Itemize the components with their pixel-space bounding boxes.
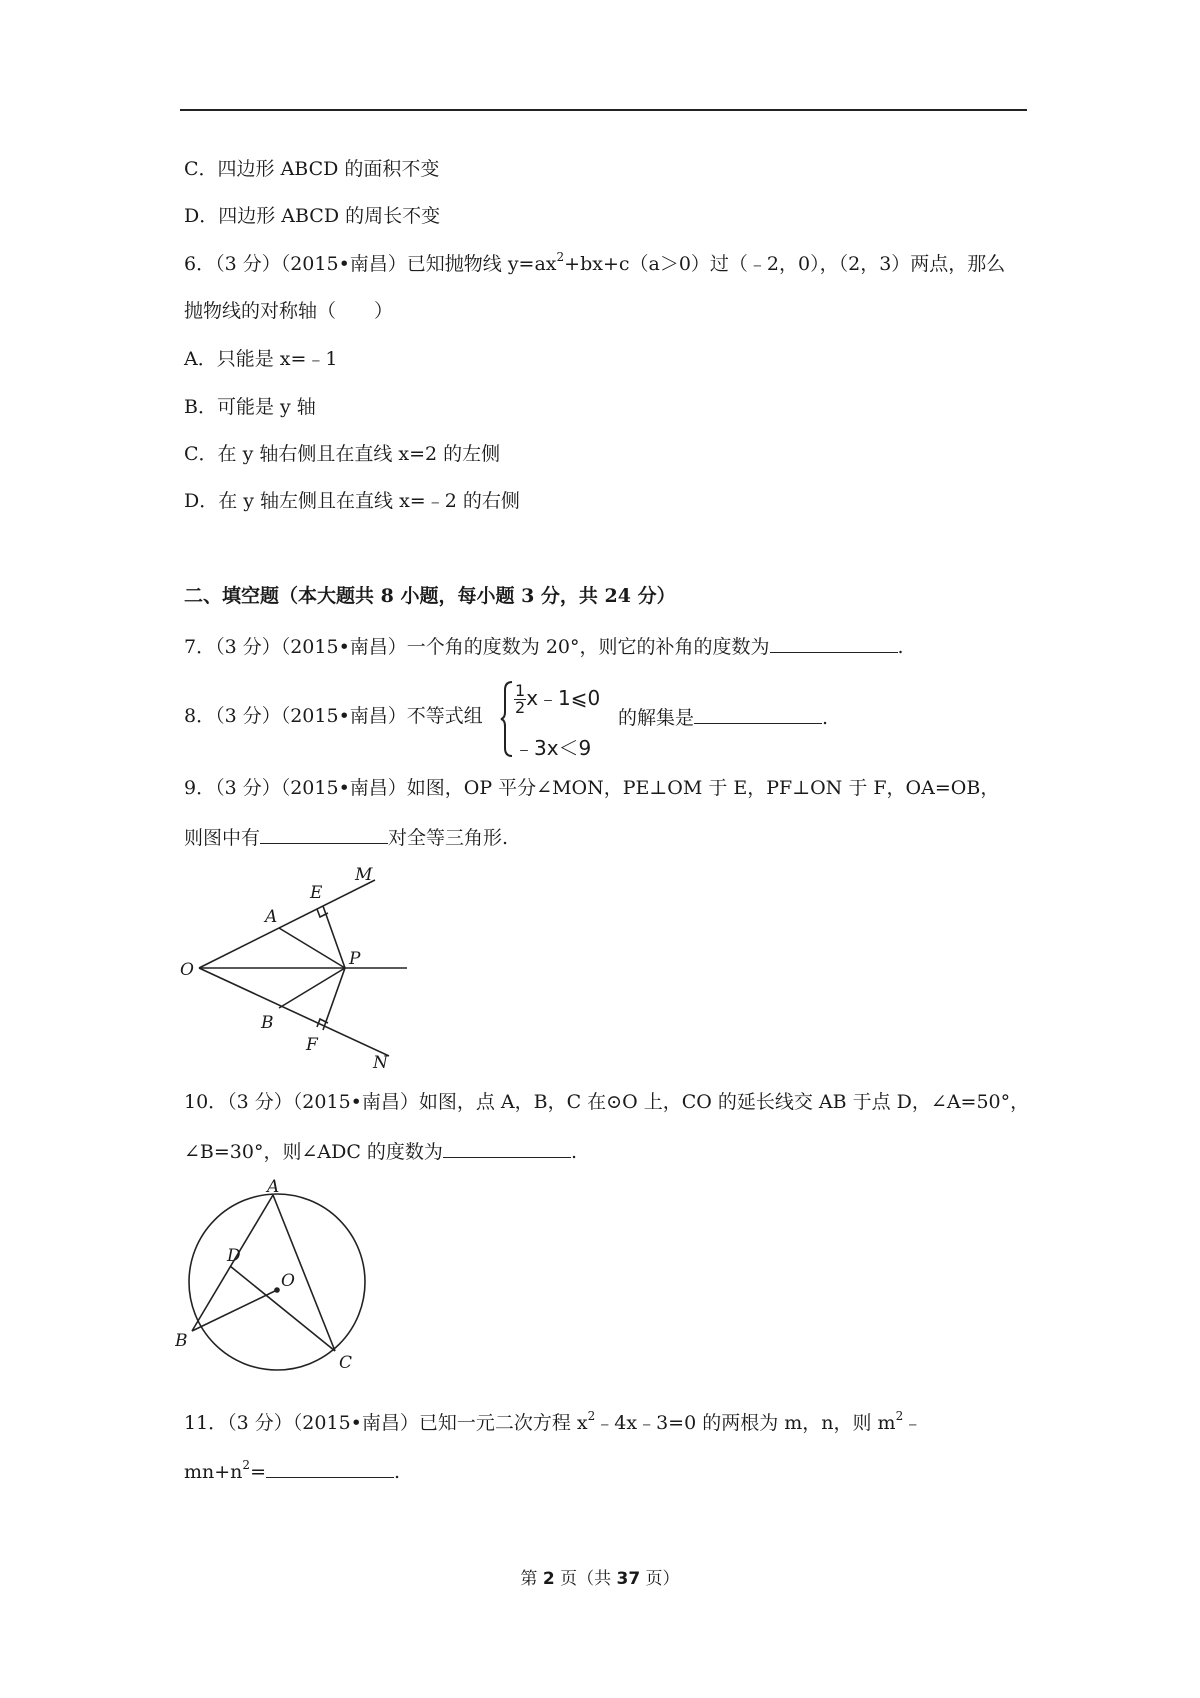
header-rule [180,109,1027,111]
q8-stem-post: 的解集是 . [618,707,829,729]
label-f: F [306,1035,318,1055]
fraction-half: $\frac{1}{2}$ [515,681,526,717]
answer-blank [260,827,388,844]
answer-blank [694,707,822,724]
segment-pe [323,906,345,968]
label-o: O [281,1271,295,1291]
circle-o [189,1194,365,1370]
q6-stem-line1: 6．（3 分）（2015•南昌）已知抛物线 $y=ax^2+bx+c(a>0)$过（﹣2，0），（2，3）两点，那么 [184,250,1006,275]
q11-stem-line2: $mn+n^2=$ . [184,1458,401,1483]
label-e: E [310,883,323,903]
label-d: D [227,1246,241,1266]
q6-option-c: C．在 y 轴右侧且在直线 x=2 的左侧 [184,443,501,465]
inequality-system [500,680,620,758]
label-a: A [265,907,278,927]
q10-stem-line1: 10．（3 分）（2015•南昌）如图，点 A，B，C 在⊙O 上，CO 的延长线交 AB 于点 D，∠A=50°， [184,1091,1030,1113]
answer-blank [266,1461,394,1478]
segment-bp [279,968,345,1008]
label-c: C [339,1353,353,1373]
ray-on [199,968,389,1056]
q6-stem-line2: 抛物线的对称轴（ ） [184,300,394,322]
q11-stem-line1: 11．（3 分）（2015•南昌）已知一元二次方程 $x^2﹣4x﹣3=0$ 的两根为 m，n，则 $m^2﹣$ [184,1409,923,1434]
left-brace [500,680,514,758]
label-n: N [373,1053,388,1073]
q5-option-d: D．四边形 ABCD 的周长不变 [184,205,441,227]
label-b: B [175,1331,188,1351]
q5-option-c: C．四边形 ABCD 的面积不变 [184,158,440,180]
answer-blank [770,636,898,653]
center-point [274,1287,280,1293]
page-footer: 第 2 页（共 37 页） [520,1569,680,1589]
q7-stem: 7．（3 分）（2015•南昌）一个角的度数为 20°，则它的补角的度数为 . [184,636,904,658]
q10-stem-line2: ∠B=30°，则∠ADC 的度数为 . [184,1141,577,1163]
section-title: 二、填空题（本大题共 8 小题，每小题 3 分，共 24 分） [184,585,676,607]
answer-blank [443,1141,571,1158]
segment-ap [279,928,345,968]
q6-option-a: A．只能是 x=﹣1 [184,348,338,370]
label-m: M [355,865,373,885]
q9-stem-line2: 则图中有 对全等三角形. [184,827,509,849]
figure-angle-bisector [175,860,420,1075]
q6-option-d: D．在 y 轴左侧且在直线 x=﹣2 的右侧 [184,490,520,512]
inequality-row-2: ﹣3x＜9 [514,736,592,760]
label-p: P [349,949,361,969]
segment-pf [323,968,345,1030]
q6-option-b: B．可能是 y 轴 [184,396,316,418]
q9-stem-line1: 9．（3 分）（2015•南昌）如图，OP 平分∠MON，PE⊥OM 于 E，PF⊥ON 于 F，OA=OB， [184,777,1000,799]
label-a: A [267,1178,280,1197]
label-b: B [261,1013,274,1033]
inequality-row-1: $\frac{1}{2}$ x﹣1⩽0 [515,681,601,717]
figure-circle [175,1178,375,1378]
q8-stem-pre: 8．（3 分）（2015•南昌）不等式组 [184,705,483,727]
label-o: O [180,960,194,980]
